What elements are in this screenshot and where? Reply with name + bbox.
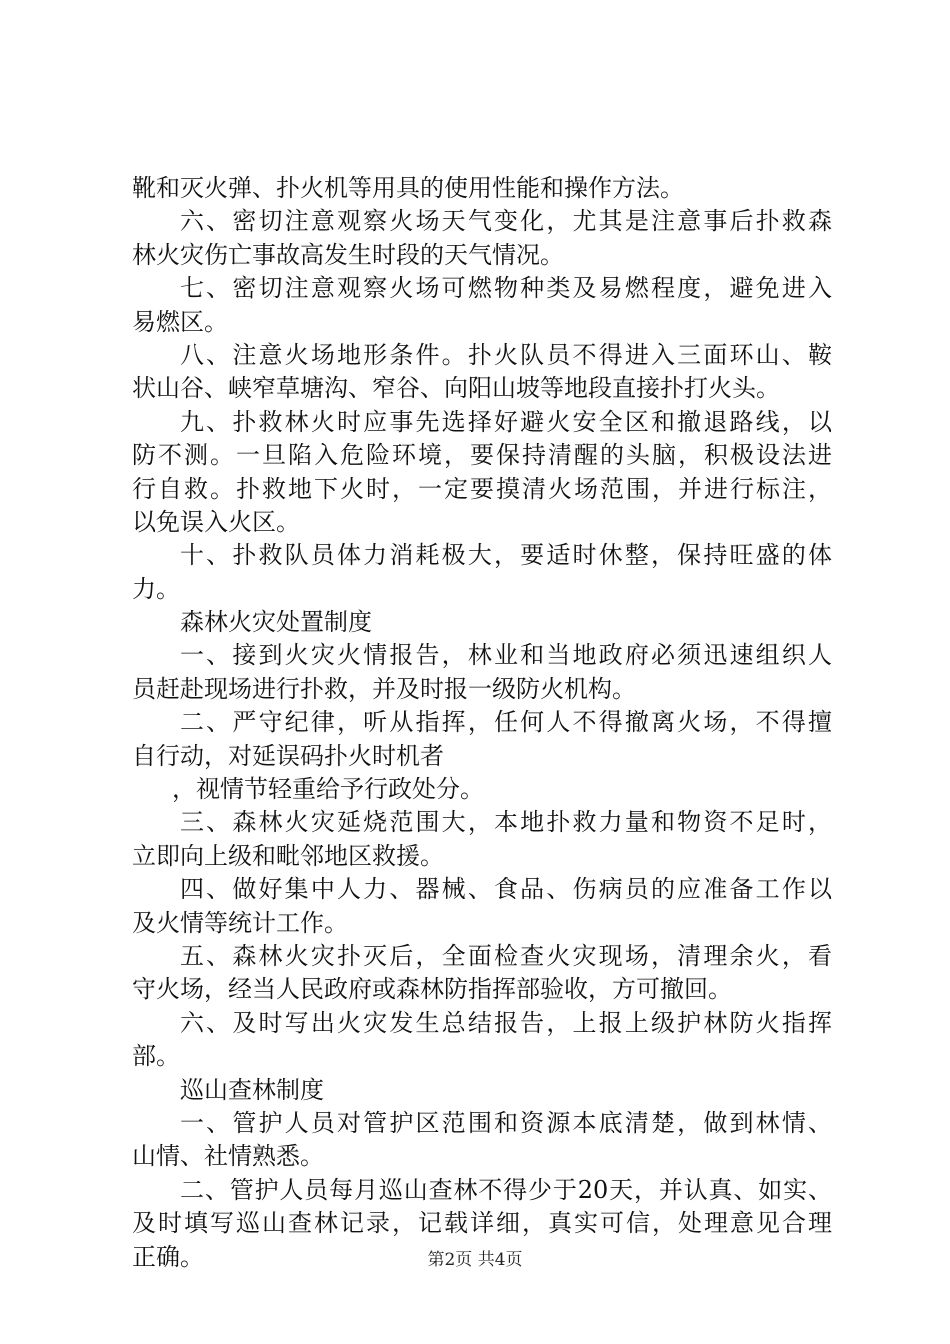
text-line: 六、密切注意观察火场天气变化，尤其是注意事后扑救森 xyxy=(180,207,832,236)
text-line: 五、森林火灾扑灭后，全面检查火灾现场，清理余火，看 xyxy=(180,941,832,970)
section-heading: 巡山查林制度 xyxy=(180,1075,324,1104)
text-line: 六、及时写出火灾发生总结报告，上报上级护林防火指挥 xyxy=(180,1008,832,1037)
text-line: 三、森林火灾延烧范围大，本地扑救力量和物资不足时， xyxy=(180,808,832,837)
text-line: 靴和灭火弹、扑火机等用具的使用性能和操作方法。 xyxy=(132,174,684,202)
document-body xyxy=(132,172,832,1274)
text-line: 员赶赴现场进行扑救，并及时报一级防火机构。 xyxy=(132,674,636,703)
text-line: 正确。 xyxy=(132,1242,204,1271)
page-footer xyxy=(0,1245,950,1270)
text-line: 林火灾伤亡事故高发生时段的天气情况。 xyxy=(132,240,564,269)
text-line: 行自救。扑救地下火时，一定要摸清火场范围，并进行标注， xyxy=(132,474,832,503)
text-line: 一、接到火灾火情报告，林业和当地政府必须迅速组织人 xyxy=(180,641,832,670)
text-line: 二、严守纪律，听从指挥，任何人不得撤离火场，不得擅 xyxy=(180,708,832,737)
text-line: 部。 xyxy=(132,1042,180,1071)
text-line: 自行动，对延误码扑火时机者 xyxy=(132,741,444,770)
text-line: 九、扑救林火时应事先选择好避火安全区和撤退路线，以 xyxy=(180,407,832,436)
text-line: 状山谷、峡窄草塘沟、窄谷、向阳山坡等地段直接扑打火头。 xyxy=(132,374,780,403)
page-number: 第2页 共4页 xyxy=(427,1250,523,1270)
text-line: 四、做好集中人力、器械、食品、伤病员的应准备工作以 xyxy=(180,875,832,904)
text-line: 山情、社情熟悉。 xyxy=(132,1142,324,1171)
text-line: 力。 xyxy=(132,574,180,603)
section-heading: 森林火灾处置制度 xyxy=(180,608,372,637)
text-line: 及时填写巡山查林记录，记载详细，真实可信，处理意见合理 xyxy=(132,1209,832,1238)
text-line: ，视情节轻重给予行政处分。 xyxy=(172,775,484,804)
text-line: 以免误入火区。 xyxy=(132,507,300,536)
text-line: 防不测。一旦陷入危险环境，要保持清醒的头脑，积极设法进 xyxy=(132,441,832,470)
text-line: 立即向上级和毗邻地区救援。 xyxy=(132,841,444,870)
text-line: 一、管护人员对管护区范围和资源本底清楚，做到林情、 xyxy=(180,1108,832,1137)
text-line: 易燃区。 xyxy=(132,307,228,336)
text-line: 守火场，经当人民政府或森林防指挥部验收，方可撤回。 xyxy=(132,975,732,1004)
text-line: 十、扑救队员体力消耗极大，要适时休整，保持旺盛的体 xyxy=(180,541,832,570)
text-line: 八、注意火场地形条件。扑火队员不得进入三面环山、鞍 xyxy=(180,340,832,369)
text-line: 七、密切注意观察火场可燃物种类及易燃程度，避免进入 xyxy=(180,274,832,303)
text-line: 及火情等统计工作。 xyxy=(132,908,348,937)
text-line: 二、管护人员每月巡山查林不得少于20天，并认真、如实、 xyxy=(180,1175,832,1204)
